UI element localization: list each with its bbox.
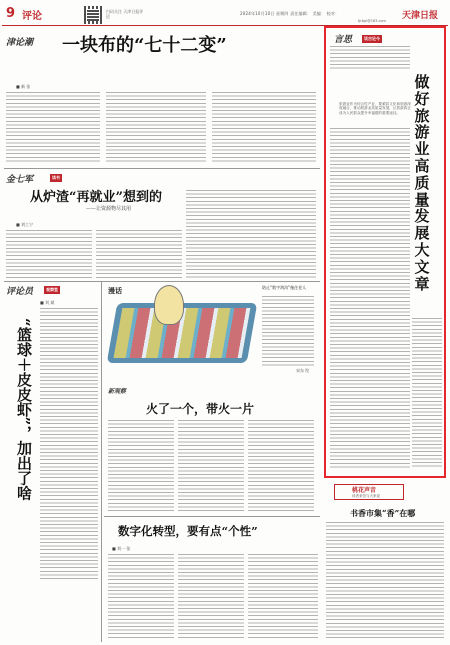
fire-text-col1 xyxy=(108,420,174,512)
digital-text-col1 xyxy=(108,554,174,640)
qr-code-icon xyxy=(84,6,102,24)
reemploy-headline: 从炉渣“再就业”想到的 xyxy=(30,190,162,205)
reemploy-text-col1 xyxy=(6,230,92,278)
basket-tag: 观察室 xyxy=(46,287,58,292)
main-author: ■ 新 张 xyxy=(16,84,31,89)
right-column-name: 言思 xyxy=(334,35,353,45)
divider xyxy=(104,516,320,517)
digital-headline: 数字化转型，要有点“个性” xyxy=(118,524,258,538)
section-label: 评论 xyxy=(22,11,42,22)
right-text-col2 xyxy=(412,318,442,468)
header-meta: 2024年10月10日 星期四 责任编辑： 美编： 校对： xyxy=(240,11,340,16)
paper-name: 天津日报 xyxy=(402,11,439,21)
main-headline: 一块布的“七十二变” xyxy=(62,35,227,56)
header-email: tjrbpl@163.com xyxy=(358,19,386,23)
cartoon-caption: 防止“数字鸿沟”拖住老人 xyxy=(262,285,307,290)
bottom-column-name: 桃花声音 xyxy=(352,487,377,494)
right-headline: 做好旅游业高质量发展大文章 xyxy=(414,73,430,293)
reemploy-column-name: 金七军 xyxy=(6,175,34,185)
bottom-text xyxy=(326,522,444,640)
right-quote: 旅游业作为综合性产业，要紧扣文化和旅游深度融合，推动旅游业高质量发展，让旅游真正成为人民群众提升幸福感的重要途径。 xyxy=(339,102,411,115)
reemploy-author: ■ 刘工宁 xyxy=(16,222,34,227)
basket-column-name: 评论员 xyxy=(6,287,34,297)
cartoon-illustration xyxy=(104,283,262,370)
divider xyxy=(4,281,320,282)
basket-text xyxy=(40,308,98,580)
page-header xyxy=(2,2,448,26)
fire-text-col3 xyxy=(248,420,314,512)
cartoon-text xyxy=(262,296,314,366)
right-text-col1 xyxy=(330,128,410,468)
main-text-col2 xyxy=(106,92,206,162)
right-tag: 谈古论今 xyxy=(364,36,380,41)
reemploy-text-col3 xyxy=(186,190,316,278)
digital-author: ■ 刘一 张 xyxy=(112,546,131,551)
vertical-divider xyxy=(101,282,102,642)
cartoon-label: 漫话 xyxy=(108,286,122,295)
reemploy-tag: 读书 xyxy=(52,175,60,180)
main-column-name: 津论潮 xyxy=(6,38,34,48)
basket-headline: “篮球＋皮皮虾”，加出了啥 xyxy=(15,318,33,501)
bottom-headline: 书香市集“香”在哪 xyxy=(350,508,416,518)
digital-text-col3 xyxy=(248,554,318,640)
right-intro xyxy=(330,46,410,70)
cartoon-author: 宋东 绘 xyxy=(296,368,310,373)
page-number: 9 xyxy=(6,6,16,21)
fire-column-name: 新观察 xyxy=(108,388,127,395)
main-text-col3 xyxy=(212,92,316,162)
reemploy-text-col2 xyxy=(96,230,182,278)
divider xyxy=(4,168,320,169)
fire-headline: 火了一个，带火一片 xyxy=(146,402,255,416)
reemploy-subtitle: ——让资源物尽其用 xyxy=(86,206,132,212)
bottom-column-sub: 读者来信与大家说 xyxy=(352,494,380,498)
digital-text-col2 xyxy=(178,554,244,640)
figure-graphic xyxy=(154,285,184,325)
main-text-col1 xyxy=(6,92,100,162)
qr-caption: 扫码关注 天津日报评论 xyxy=(106,9,144,19)
basket-author: ■ 刘 斌 xyxy=(40,300,55,305)
fire-text-col2 xyxy=(178,420,244,512)
